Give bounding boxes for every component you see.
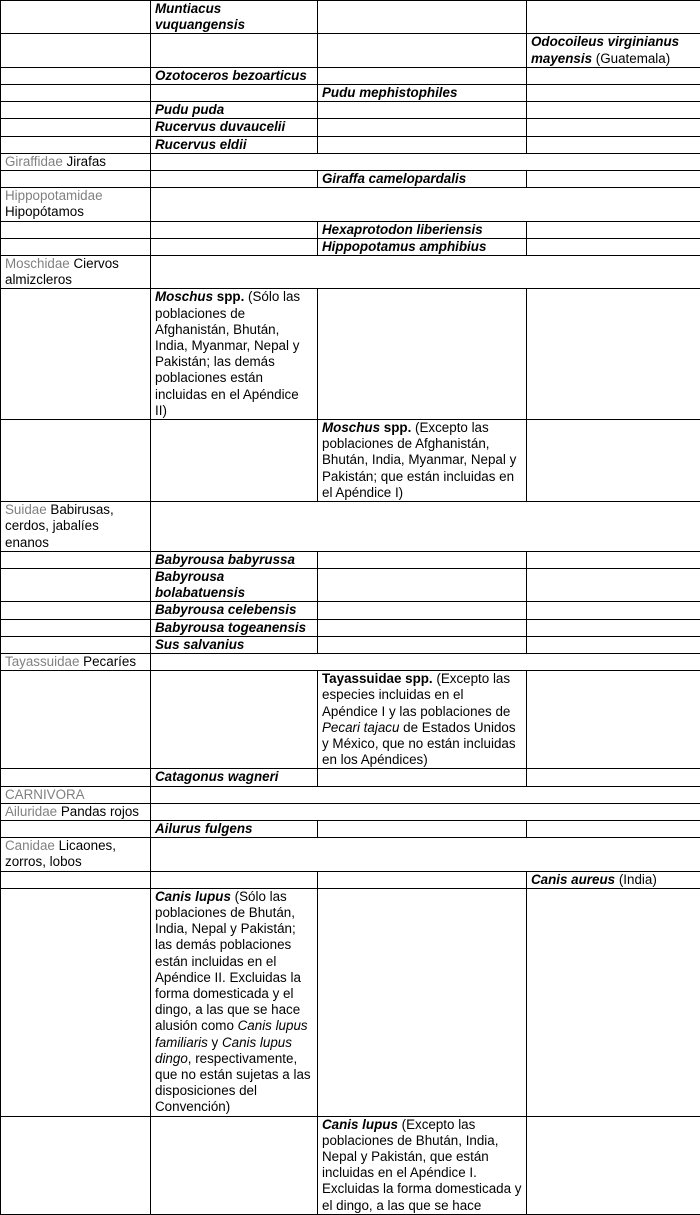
species-row: [1, 119, 700, 136]
taxon-group-cell: [1, 871, 151, 888]
text-run: Suidae: [5, 502, 51, 518]
species-row: [1, 136, 700, 153]
taxon-row: [1, 153, 700, 170]
appendix-iii-cell: [527, 871, 700, 888]
appendix-iii-cell: [527, 1116, 700, 1214]
taxon-group-cell: [1, 619, 151, 636]
taxon-group-cell: [1, 67, 151, 84]
taxon-row: [1, 256, 700, 289]
appendix-iii-cell: [527, 171, 700, 188]
appendix-ii-cell: [318, 636, 527, 653]
text-run: Babirusas, cerdos, jabalíes enanos: [5, 502, 114, 550]
appendix-i-cell: [151, 85, 318, 102]
appendix-iii-cell: [527, 85, 700, 102]
species-row: [1, 671, 700, 769]
appendix-iii-cell: [527, 619, 700, 636]
appendix-i-cell: [151, 568, 318, 601]
appendix-iii-cell: [527, 602, 700, 619]
appendix-iii-cell: [527, 221, 700, 238]
text-run: Ozotoceros bezoarticus: [155, 67, 307, 83]
appendix-ii-cell: [318, 568, 527, 601]
appendix-ii-cell: [318, 888, 527, 1116]
text-run: Pecari tajacu: [322, 719, 400, 735]
appendix-i-cell: [151, 119, 318, 136]
appendices-span-cell: [151, 803, 700, 820]
taxon-group-cell: [1, 888, 151, 1116]
taxon-group-cell: [1, 653, 151, 670]
appendix-iii-cell: [527, 34, 700, 67]
taxon-row: [1, 786, 700, 803]
taxon-group-cell: [1, 838, 151, 871]
species-row: [1, 85, 700, 102]
appendix-i-cell: [151, 289, 318, 420]
taxon-group-cell: [1, 289, 151, 420]
appendix-ii-cell: [318, 119, 527, 136]
appendix-i-cell: [151, 671, 318, 769]
taxon-group-cell: [1, 102, 151, 119]
text-run: Odocoileus virginianus mayensis: [531, 34, 680, 66]
appendices-span-cell: [151, 838, 700, 871]
appendix-iii-cell: [527, 102, 700, 119]
taxon-group-cell: [1, 568, 151, 601]
appendix-i-cell: [151, 136, 318, 153]
taxon-row: [1, 653, 700, 670]
species-row: [1, 568, 700, 601]
taxon-group-cell: [1, 820, 151, 837]
text-run: Hexaprotodon liberiensis: [322, 221, 483, 237]
appendices-span-cell: [151, 502, 700, 552]
appendices-span-cell: [151, 786, 700, 803]
appendix-i-cell: [151, 636, 318, 653]
species-row: [1, 420, 700, 502]
species-row: [1, 102, 700, 119]
taxon-group-cell: [1, 1116, 151, 1214]
taxon-group-cell: [1, 153, 151, 170]
text-run: Moschus: [322, 420, 381, 436]
appendix-i-cell: [151, 871, 318, 888]
text-run: Giraffa camelopardalis: [322, 171, 467, 187]
appendix-ii-cell: [318, 871, 527, 888]
appendix-iii-cell: [527, 636, 700, 653]
text-run: (Excepto las poblaciones de Bhután, India, Nepal y Pakistán, que están incluidas en el Apéndice I. Excluidas la forma domesticada y el dingo, a las que se hace: [322, 1116, 522, 1213]
text-run: Giraffidae: [5, 153, 67, 169]
taxon-row: [1, 838, 700, 871]
appendix-iii-cell: [527, 420, 700, 502]
taxon-group-cell: [1, 85, 151, 102]
species-row: [1, 1, 700, 34]
appendix-ii-cell: [318, 769, 527, 786]
appendix-i-cell: [151, 1116, 318, 1214]
appendices-span-cell: [151, 153, 700, 170]
appendix-ii-cell: [318, 67, 527, 84]
text-run: Babyrousa togeanensis: [155, 619, 307, 635]
text-run: Jirafas: [66, 153, 106, 169]
species-row: [1, 289, 700, 420]
species-row: [1, 221, 700, 238]
text-run: Moschidae: [5, 256, 74, 272]
text-run: CARNIVORA: [5, 786, 85, 802]
appendix-ii-cell: [318, 171, 527, 188]
appendix-i-cell: [151, 769, 318, 786]
taxon-group-cell: [1, 803, 151, 820]
appendix-iii-cell: [527, 136, 700, 153]
appendix-i-cell: [151, 67, 318, 84]
text-run: (Guatemala): [592, 50, 671, 66]
text-run: , respectivamente, que no están sujetas a las disposiciones del Convención): [155, 1050, 311, 1115]
appendix-iii-cell: [527, 289, 700, 420]
appendix-i-cell: [151, 102, 318, 119]
appendix-i-cell: [151, 171, 318, 188]
text-run: Hipopótamos: [5, 204, 84, 220]
species-row: [1, 602, 700, 619]
text-run: Canidae: [5, 838, 59, 854]
appendix-ii-cell: [318, 602, 527, 619]
appendix-iii-cell: [527, 1, 700, 34]
taxon-group-cell: [1, 671, 151, 769]
appendices-span-cell: [151, 256, 700, 289]
taxon-group-cell: [1, 119, 151, 136]
taxon-group-cell: [1, 786, 151, 803]
text-run: y: [207, 1034, 222, 1050]
text-run: Muntiacus vuquangensis: [155, 1, 246, 33]
species-row: [1, 34, 700, 67]
taxon-group-cell: [1, 171, 151, 188]
appendix-ii-cell: [318, 551, 527, 568]
text-run: Hippopotamidae: [5, 188, 103, 204]
appendix-iii-cell: [527, 820, 700, 837]
species-row: [1, 171, 700, 188]
text-run: Tayassuidae: [5, 653, 84, 669]
text-run: Ailuridae: [5, 803, 61, 819]
species-row: [1, 238, 700, 255]
text-run: de Estados Unidos y México, que no están incluidas en los Apéndices): [322, 719, 516, 768]
text-run: Catagonus wagneri: [155, 769, 279, 785]
species-row: [1, 769, 700, 786]
appendices-span-cell: [151, 653, 700, 670]
taxon-group-cell: [1, 1, 151, 34]
taxon-group-cell: [1, 636, 151, 653]
appendix-ii-cell: [318, 289, 527, 420]
appendix-i-cell: [151, 34, 318, 67]
text-run: Babyrousa celebensis: [155, 602, 297, 618]
appendix-ii-cell: [318, 1116, 527, 1214]
text-run: Rucervus eldii: [155, 136, 247, 152]
appendix-ii-cell: [318, 1, 527, 34]
appendix-iii-cell: [527, 67, 700, 84]
appendix-ii-cell: [318, 820, 527, 837]
taxon-group-cell: [1, 502, 151, 552]
appendix-i-cell: [151, 238, 318, 255]
appendix-ii-cell: [318, 671, 527, 769]
taxon-group-cell: [1, 136, 151, 153]
text-run: Pandas rojos: [60, 803, 139, 819]
appendix-ii-cell: [318, 85, 527, 102]
text-run: (Excepto las poblaciones de Afghanistán, Bhután, India, Myanmar, Nepal y Pakistán; que están incluidas en el Apéndice I): [322, 420, 517, 500]
appendix-iii-cell: [527, 769, 700, 786]
appendix-iii-cell: [527, 119, 700, 136]
text-run: (India): [615, 871, 657, 887]
taxon-row: [1, 502, 700, 552]
appendix-ii-cell: [318, 136, 527, 153]
text-run: Canis aureus: [531, 871, 616, 887]
appendix-i-cell: [151, 820, 318, 837]
taxon-group-cell: [1, 769, 151, 786]
text-run: Canis lupus: [322, 1116, 402, 1132]
appendix-iii-cell: [527, 671, 700, 769]
text-run: Moschus: [155, 289, 214, 305]
appendix-iii-cell: [527, 551, 700, 568]
appendix-i-cell: [151, 551, 318, 568]
appendix-ii-cell: [318, 221, 527, 238]
text-run: Pudu puda: [155, 102, 225, 118]
appendix-iii-cell: [527, 568, 700, 601]
species-row: [1, 888, 700, 1116]
appendix-iii-cell: [527, 888, 700, 1116]
taxon-group-cell: [1, 34, 151, 67]
appendix-iii-cell: [527, 238, 700, 255]
taxon-group-cell: [1, 238, 151, 255]
species-row: [1, 619, 700, 636]
appendix-i-cell: [151, 888, 318, 1116]
appendix-ii-cell: [318, 238, 527, 255]
taxon-group-cell: [1, 602, 151, 619]
text-run: spp.: [213, 289, 249, 305]
text-run: Babyrousa bolabatuensis: [155, 568, 246, 601]
appendix-ii-cell: [318, 619, 527, 636]
appendix-i-cell: [151, 420, 318, 502]
text-run: Ailurus fulgens: [155, 820, 253, 836]
text-run: (Sólo las poblaciones de Afghanistán, Bhután, India, Myanmar, Nepal y Pakistán; las demás poblaciones están incluidas en el Apéndice II): [155, 289, 301, 418]
appendix-i-cell: [151, 602, 318, 619]
text-run: Canis lupus familiaris: [155, 1018, 308, 1050]
species-table-body: [1, 1, 700, 1215]
appendix-i-cell: [151, 1, 318, 34]
appendices-span-cell: [151, 188, 700, 221]
taxon-group-cell: [1, 420, 151, 502]
text-run: Hippopotamus amphibius: [322, 238, 487, 254]
text-run: Babyrousa babyrussa: [155, 551, 295, 567]
text-run: Pudu mephistophiles: [322, 85, 458, 101]
text-run: (Sólo las poblaciones de Bhután, India, Nepal y Pakistán; las demás poblaciones están incluidas en el Apéndice II. Excluidas la forma domesticada y el dingo, a las que se hace alusión como: [155, 888, 301, 1034]
text-run: Pecaríes: [83, 653, 137, 669]
species-row: [1, 820, 700, 837]
taxon-row: [1, 188, 700, 221]
text-run: Canis lupus: [155, 888, 235, 904]
taxon-group-cell: [1, 256, 151, 289]
appendix-i-cell: [151, 619, 318, 636]
species-row: [1, 871, 700, 888]
appendix-ii-cell: [318, 34, 527, 67]
taxon-group-cell: [1, 551, 151, 568]
taxon-group-cell: [1, 221, 151, 238]
text-run: Licaones, zorros, lobos: [5, 838, 116, 870]
species-row: [1, 67, 700, 84]
text-run: (Excepto las especies incluidas en el Apéndice I y las poblaciones de: [322, 671, 511, 719]
appendix-ii-cell: [318, 420, 527, 502]
taxon-group-cell: [1, 188, 151, 221]
text-run: Canis lupus dingo: [155, 1034, 292, 1066]
species-row: [1, 636, 700, 653]
text-run: Ciervos almizcleros: [5, 256, 119, 288]
text-run: Tayassuidae spp.: [322, 671, 437, 687]
text-run: Rucervus duvaucelii: [155, 119, 286, 135]
taxon-row: [1, 803, 700, 820]
appendix-ii-cell: [318, 102, 527, 119]
text-run: spp.: [380, 420, 416, 436]
appendix-i-cell: [151, 221, 318, 238]
species-row: [1, 551, 700, 568]
text-run: Sus salvanius: [155, 636, 245, 652]
species-row: [1, 1116, 700, 1214]
